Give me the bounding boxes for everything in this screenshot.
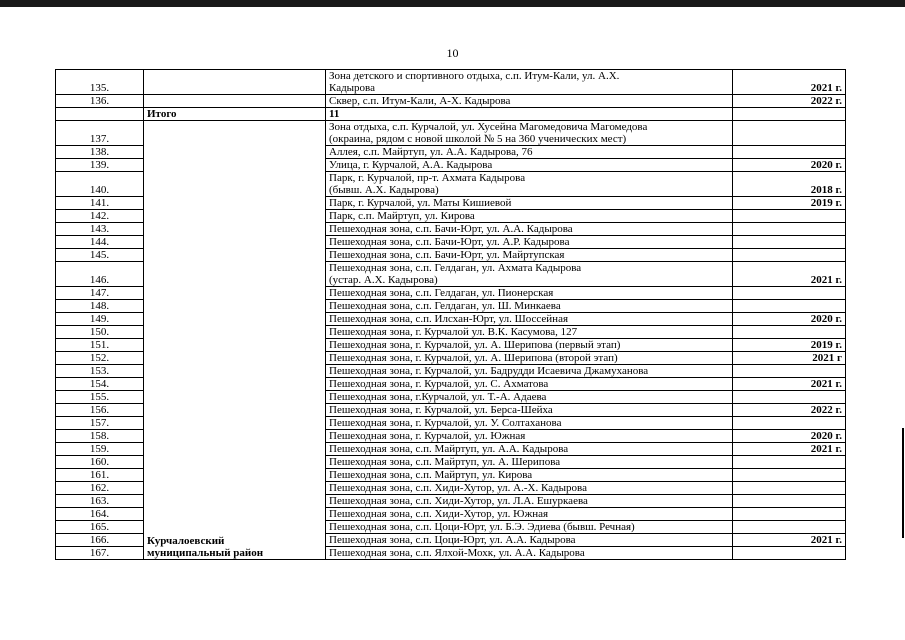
completion-year: 2021 г. [733,70,846,95]
completion-year: 2021 г [733,352,846,365]
description-line: Пешеходная зона, с.п. Майртуп, ул. А. Шерипова [329,456,561,468]
description-line: Пешеходная зона, с.п. Гелдаган, ул. Ахмата Кадырова [329,262,582,274]
object-list-table [55,69,846,560]
district-name-line: муниципальный район [147,547,264,559]
description-line: Пешеходная зона, г. Курчалой, ул. А. Шерипова (второй этап) [329,352,618,364]
object-description [326,313,733,326]
row-number: 159. [56,443,144,456]
description-line: Пешеходная зона, с.п. Гелдаган, ул. Пионерская [329,287,554,299]
completion-year: 2022 г. [733,404,846,417]
row-number: 156. [56,404,144,417]
object-description [326,339,733,352]
completion-year [733,223,846,236]
description-line: Пешеходная зона, с.п. Ялхой-Мохк, ул. А.А. Кадырова [329,547,585,559]
completion-year: 2019 г. [733,339,846,352]
object-description [326,249,733,262]
row-number: 153. [56,365,144,378]
description-line: Пешеходная зона, с.п. Майртуп, ул. А.А. Кадырова [329,443,569,455]
object-description [326,172,733,197]
object-description [326,146,733,159]
table-body [56,70,846,560]
object-description [326,443,733,456]
scan-edge-mark [902,428,904,538]
object-description [326,417,733,430]
description-line: Пешеходная зона, с.п. Цоци-Юрт, ул. Б.Э. Эдиева (бывш. Речная) [329,521,635,533]
description-line: Парк, г. Курчалой, пр-т. Ахмата Кадырова [329,172,526,184]
row-number: 139. [56,159,144,172]
row-number: 147. [56,287,144,300]
completion-year [733,249,846,262]
completion-year [733,236,846,249]
row-number: 148. [56,300,144,313]
description-line: Парк, г. Курчалой, ул. Маты Кишиевой [329,197,512,209]
completion-year [733,417,846,430]
object-description [326,287,733,300]
row-number: 150. [56,326,144,339]
object-description [326,391,733,404]
completion-year: 2021 г. [733,443,846,456]
description-line: Сквер, с.п. Итум-Кали, А-Х. Кадырова [329,95,511,107]
row-number: 138. [56,146,144,159]
description-line: (устар. А.Х. Кадырова) [329,274,438,286]
description-line: Пешеходная зона, с.п. Хиди-Хутор, ул. Южная [329,508,549,520]
completion-year [733,508,846,521]
object-description [326,534,733,547]
table-row [56,121,846,146]
completion-year [733,495,846,508]
description-line: Пешеходная зона, г.Курчалой, ул. Т.-А. Адаева [329,391,547,403]
row-number: 135. [56,70,144,95]
table-row [56,70,846,95]
row-number: 162. [56,482,144,495]
completion-year [733,287,846,300]
row-number: 145. [56,249,144,262]
description-line: Парк, с.п. Майртуп, ул. Кирова [329,210,475,222]
description-line: Улица, г. Курчалой, А.А. Кадырова [329,159,493,171]
row-number: 166. [56,534,144,547]
completion-year [733,365,846,378]
completion-year [733,482,846,495]
description-line: Пешеходная зона, с.п. Хиди-Хутор, ул. А.-Х. Кадырова [329,482,587,494]
object-description [326,508,733,521]
row-number: 154. [56,378,144,391]
row-number: 167. [56,547,144,560]
row-number: 163. [56,495,144,508]
completion-year: 2021 г. [733,262,846,287]
description-line: Пешеходная зона, с.п. Бачи-Юрт, ул. А.А. Кадырова [329,223,573,235]
completion-year: 2021 г. [733,378,846,391]
top-border-bar [0,0,905,7]
row-number: 161. [56,469,144,482]
row-number: 160. [56,456,144,469]
description-line: Пешеходная зона, с.п. Илсхан-Юрт, ул. Шоссейная [329,313,569,325]
description-line: Пешеходная зона, с.п. Майртуп, ул. Кирова [329,469,533,481]
row-number: 164. [56,508,144,521]
page-number: 10 [446,46,459,60]
object-description [326,495,733,508]
row-number: 142. [56,210,144,223]
object-description [326,352,733,365]
object-description [326,404,733,417]
row-number: 146. [56,262,144,287]
completion-year [733,469,846,482]
row-number: 157. [56,417,144,430]
row-number: 165. [56,521,144,534]
description-line: Кадырова [329,82,375,94]
district-name-line: Курчалоевский [147,535,225,547]
summary-label: Итого [144,108,326,121]
description-line: Пешеходная зона, с.п. Хиди-Хутор, ул. Л.А. Ешуркаева [329,495,588,507]
completion-year: 2020 г. [733,313,846,326]
completion-year [733,326,846,339]
object-description [326,95,733,108]
row-number: 158. [56,430,144,443]
description-line: Пешеходная зона, с.п. Гелдаган, ул. Ш. Минкаева [329,300,561,312]
object-description [326,378,733,391]
completion-year [733,521,846,534]
object-description [326,300,733,313]
description-line: Аллея, с.п. Майртуп, ул. А.А. Кадырова, 76 [329,146,533,158]
object-description [326,430,733,443]
row-number: 136. [56,95,144,108]
completion-year [733,547,846,560]
description-line: Пешеходная зона, с.п. Бачи-Юрт, ул. Майртупская [329,249,565,261]
row-number: 151. [56,339,144,352]
description-line: Пешеходная зона, с.п. Цоци-Юрт, ул. А.А. Кадырова [329,534,576,546]
description-line: (окраина, рядом с новой школой № 5 на 360 ученических мест) [329,133,627,145]
summary-number-empty [56,108,144,121]
completion-year [733,456,846,469]
description-line: Пешеходная зона, г. Курчалой, ул. У. Солтаханова [329,417,562,429]
row-number: 149. [56,313,144,326]
object-description [326,365,733,378]
row-number: 141. [56,197,144,210]
object-description [326,456,733,469]
district-cell [144,121,326,560]
object-description [326,326,733,339]
completion-year: 2020 г. [733,159,846,172]
summary-value: 11 [326,108,733,121]
description-line: Пешеходная зона, с.п. Бачи-Юрт, ул. А.Р. Кадырова [329,236,570,248]
object-description [326,197,733,210]
completion-year [733,146,846,159]
completion-year [733,391,846,404]
object-description [326,262,733,287]
row-number: 143. [56,223,144,236]
row-number: 155. [56,391,144,404]
row-number: 152. [56,352,144,365]
completion-year: 2019 г. [733,197,846,210]
description-line: Пешеходная зона, г. Курчалой, ул. Южная [329,430,526,442]
description-line: Пешеходная зона, г. Курчалой, ул. А. Шерипова (первый этап) [329,339,621,351]
object-description [326,223,733,236]
description-line: Зона отдыха, с.п. Курчалой, ул. Хусейна Магомедовича Магомедова [329,121,648,133]
description-line: Пешеходная зона, г. Курчалой, ул. Бадрудди Исаевича Джамуханова [329,365,649,377]
object-description [326,70,733,95]
object-description [326,236,733,249]
object-description [326,547,733,560]
object-description [326,159,733,172]
description-line: Зона детского и спортивного отдыха, с.п. Итум-Кали, ул. А.Х. [329,70,620,82]
district-cell-empty [144,95,326,108]
description-line: Пешеходная зона, г. Курчалой ул. В.К. Касумова, 127 [329,326,578,338]
row-number: 137. [56,121,144,146]
completion-year: 2018 г. [733,172,846,197]
object-description [326,482,733,495]
object-description [326,121,733,146]
object-description [326,521,733,534]
completion-year [733,121,846,146]
summary-year-empty [733,108,846,121]
completion-year: 2021 г. [733,534,846,547]
completion-year: 2020 г. [733,430,846,443]
object-description [326,469,733,482]
description-line: Пешеходная зона, г. Курчалой, ул. С. Ахматова [329,378,549,390]
description-line: Пешеходная зона, г. Курчалой, ул. Берса-Шейха [329,404,553,416]
row-number: 140. [56,172,144,197]
district-cell-empty [144,70,326,95]
table-row [56,95,846,108]
summary-row [56,108,846,121]
completion-year: 2022 г. [733,95,846,108]
row-number: 144. [56,236,144,249]
description-line: (бывш. А.Х. Кадырова) [329,184,439,196]
completion-year [733,210,846,223]
completion-year [733,300,846,313]
object-description [326,210,733,223]
